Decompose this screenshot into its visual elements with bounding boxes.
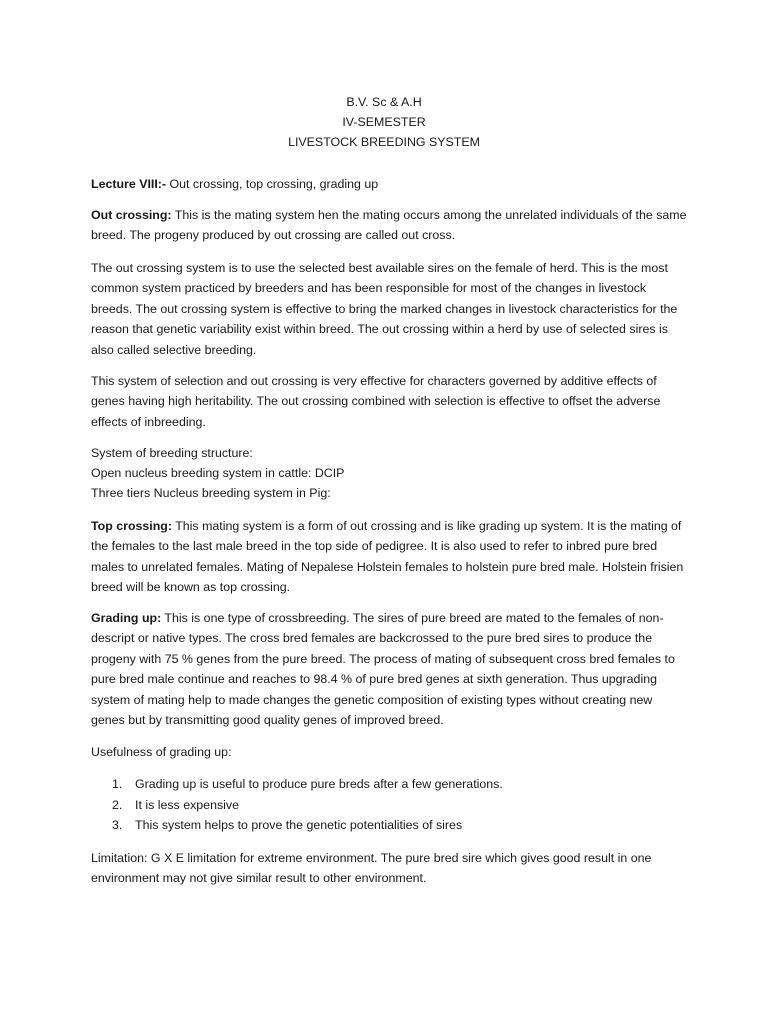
list-item [112, 815, 682, 835]
grading-up-text: This is one type of crossbreeding. The sires of pure breed are mated to the females of non-descript or native types. The cross bred females are backcrossed to the pure bred sires to produce the progeny with 75 % genes from the pure breed. The process of mating of subsequent cross bred females to pure bred male continue and reaches to 98.4 % of pure bred genes at sixth generation. Thus upgrading system of mating help to made changes the genetic composition of existing types without creating new genes but by transmitting good quality genes of improved breed. [91, 611, 675, 728]
list-text: This system helps to prove the genetic potentialities of sires [135, 818, 463, 832]
lecture-label: Lecture VIII:- [91, 177, 167, 191]
list-number: 1. [112, 777, 123, 791]
out-crossing-text: This is the mating system hen the mating occurs among the unrelated individuals of the same breed. The progeny produced by out crossing are called out cross. [91, 208, 687, 243]
course-title: LIVESTOCK BREEDING SYSTEM [288, 135, 480, 149]
grading-up-paragraph [91, 608, 687, 730]
lecture-topics: Out crossing, top crossing, grading up [166, 177, 379, 191]
list-text: It is less expensive [135, 798, 239, 812]
out-crossing-label: Out crossing: [91, 208, 172, 222]
structure-line-2: Open nucleus breeding system in cattle: DCIP [91, 466, 345, 480]
list-number: 3. [112, 818, 123, 832]
limitation-paragraph: Limitation: G X E limitation for extreme environment. The pure bred sire which gives good result in one environment may not give similar result to other environment. [91, 851, 652, 886]
selection-paragraph: This system of selection and out crossing is very effective for characters governed by additive effects of genes having high heritability. The out crossing combined with selection is effective to offset the adverse effects of inbreeding. [91, 374, 661, 429]
list-item [112, 795, 682, 815]
top-crossing-paragraph [91, 516, 687, 598]
list-number: 2. [112, 798, 123, 812]
semester-title: IV-SEMESTER [342, 115, 426, 129]
lecture-line [91, 174, 687, 194]
list-text: Grading up is useful to produce pure breds after a few generations. [135, 777, 503, 791]
out-crossing-system-paragraph: The out crossing system is to use the selected best available sires on the female of herd. This is the most common system practiced by breeders and has been responsible for most of the changes in livestock breeds. The out crossing system is effective to bring the marked changes in livestock characteristics for the reason that genetic variability exist within breed. The out crossing within a herd by use of selected sires is also called selective breeding. [91, 261, 678, 357]
grading-up-label: Grading up: [91, 611, 162, 625]
degree-title: B.V. Sc & A.H [346, 95, 422, 109]
structure-line-3: Three tiers Nucleus breeding system in Pig: [91, 486, 331, 500]
usefulness-heading: Usefulness of grading up: [91, 745, 232, 759]
top-crossing-text: This mating system is a form of out crossing and is like grading up system. It is the mating of the females to the last male breed in the top side of pedigree. It is also used to refer to inbred pure bred males to unrelated females. Mating of Nepalese Holstein females to holstein pure bred male. Holstein frisien breed will be known as top crossing. [91, 519, 684, 595]
out-crossing-paragraph [91, 205, 687, 246]
list-item [112, 774, 682, 794]
top-crossing-label: Top crossing: [91, 519, 172, 533]
structure-line-1: System of breeding structure: [91, 446, 253, 460]
